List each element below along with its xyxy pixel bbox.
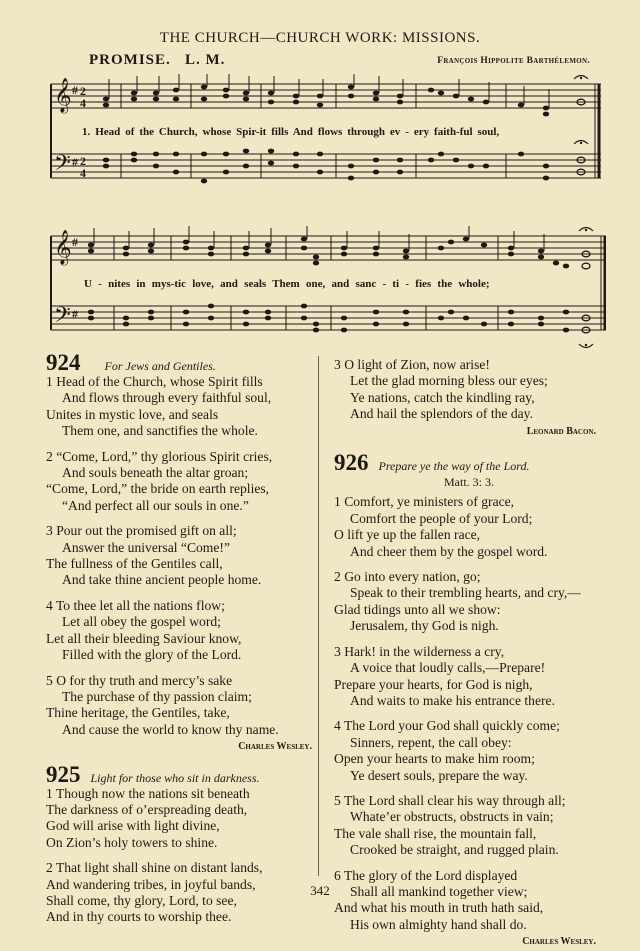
- hymn-author: Charles Wesley.: [238, 741, 312, 753]
- hymn-title: Prepare ye the way of the Lord.: [378, 459, 530, 474]
- column-divider: [318, 356, 319, 876]
- music-system-1: [46, 74, 606, 202]
- verse-line: 2 Go into every nation, go;: [334, 569, 481, 585]
- verse-line: 4 To thee let all the nations flow;: [46, 597, 225, 613]
- verse-line: Prepare your hearts, for God is nigh,: [334, 676, 533, 692]
- verse-line: Filled with the glory of the Lord.: [62, 647, 242, 663]
- verse-line: And take thine ancient people home.: [62, 572, 262, 588]
- verse-line: Unites in mystic love, and seals: [46, 406, 219, 422]
- verse-line: 5 The Lord shall clear his way through all;: [334, 792, 566, 808]
- stanza: [46, 673, 312, 739]
- verse-line: The darkness of o’erspreading death,: [46, 801, 248, 817]
- verse-line: And cause the world to know thy name.: [62, 721, 279, 737]
- verse-line: Let all their bleeding Saviour know,: [46, 630, 242, 646]
- scripture-reference: Matt. 3: 3.: [444, 475, 494, 490]
- verse-line: Crooked be straight, and rugged plain.: [350, 842, 559, 858]
- page-header: THE CHURCH—CHURCH WORK: MISSIONS.: [159, 30, 481, 46]
- stanza: [46, 374, 312, 440]
- stanza: [46, 449, 312, 515]
- verse-line: O lift ye up the fallen race,: [334, 527, 481, 543]
- verse-line: Glad tidings unto all we show:: [334, 601, 501, 617]
- svg-text:#: #: [72, 307, 78, 321]
- hymn-number: 926: [334, 450, 369, 476]
- svg-text:𝄞: 𝄞: [54, 230, 72, 265]
- svg-text:#: #: [72, 155, 78, 169]
- verse-line: 1 Head of the Church, whose Spirit fills: [46, 374, 263, 389]
- verse-line: Thine heritage, the Gentiles, take,: [46, 705, 230, 721]
- verse-line: 6 The glory of the Lord displayed: [334, 867, 518, 883]
- verse-line: Shall all mankind together view;: [350, 883, 528, 899]
- verse-line: 3 O light of Zion, now arise!: [334, 357, 490, 372]
- verse-line: Jerusalem, thy God is nigh.: [350, 618, 499, 634]
- hymn-author: Charles Wesley.: [522, 936, 596, 948]
- svg-text:2: 2: [80, 154, 86, 168]
- verse-line: Open your hearts to make him room;: [334, 751, 535, 767]
- verse-line: And what his mouth in truth hath said,: [334, 900, 544, 916]
- svg-text:𝄢: 𝄢: [54, 151, 71, 181]
- svg-text:4: 4: [80, 96, 86, 110]
- composer-credit: François Hippolite Barthélemon.: [437, 56, 590, 66]
- hymn-title: Light for those who sit in darkness.: [90, 770, 260, 785]
- verse-line: And hail the splendors of the day.: [350, 406, 533, 422]
- verse-line: 5 O for thy truth and mercy’s sake: [46, 672, 233, 688]
- hymn-925-stanzas: [46, 786, 312, 926]
- right-column: [334, 357, 596, 951]
- lyrics-system-2: U - nites in mys-tic love, and seals Them one, and sanc - ti - fies the whole;: [84, 278, 490, 290]
- verse-line: 2 “Come, Lord,” thy glorious Spirit cries,: [46, 448, 273, 464]
- hymn-author: Leonard Bacon.: [526, 425, 596, 437]
- verse-line: Let the glad morning bless our eyes;: [350, 373, 548, 389]
- stanza: [334, 569, 596, 635]
- svg-text:𝄞: 𝄞: [54, 78, 72, 113]
- verse-line: 2 That light shall shine on distant lands,: [46, 860, 263, 876]
- lyrics-system-1: 1. Head of the Church, whose Spir-it fills And flows through ev - ery faith-ful soul,: [82, 126, 500, 138]
- page-number: 342: [310, 883, 330, 898]
- tune-name: PROMISE. L. M.: [89, 52, 226, 68]
- verse-line: And cheer them by the gospel word.: [350, 543, 548, 559]
- stanza: [334, 868, 596, 934]
- verse-line: Speak to their trembling hearts, and cry,—: [350, 585, 581, 601]
- hymn-924-heading: [46, 350, 312, 376]
- verse-line: Ye nations, catch the kindling ray,: [350, 389, 535, 405]
- stanza: [46, 786, 312, 852]
- verse-line: Comfort the people of your Lord;: [350, 510, 533, 526]
- hymn-number: 924: [46, 350, 81, 375]
- svg-text:4: 4: [80, 166, 86, 180]
- stanza: [334, 793, 596, 859]
- verse-line: His own almighty hand shall do.: [350, 916, 527, 932]
- verse-line: And waits to make his entrance there.: [350, 692, 555, 708]
- svg-text:2: 2: [80, 84, 86, 98]
- verse-line: The purchase of thy passion claim;: [62, 688, 252, 704]
- verse-line: 4 The Lord your God shall quickly come;: [334, 718, 560, 734]
- hymn-926-heading: [334, 450, 596, 476]
- verse-line: And wandering tribes, in joyful bands,: [46, 876, 256, 892]
- verse-line: 3 Hark! in the wilderness a cry,: [334, 643, 505, 659]
- verse-line: Let all obey the gospel word;: [62, 614, 221, 630]
- verse-line: “And perfect all our souls in one.”: [62, 497, 249, 513]
- hymn-924-stanzas: [46, 374, 312, 756]
- verse-line: 1 Comfort, ye ministers of grace,: [334, 494, 515, 510]
- verse-line: On Zion’s holy towers to shine.: [46, 834, 218, 850]
- verse-line: Them one, and sanctifies the whole.: [62, 423, 258, 439]
- svg-text:#: #: [72, 235, 78, 249]
- stanza: [334, 718, 596, 784]
- verse-line: God will arise with light divine,: [46, 818, 220, 834]
- verse-line: 3 Pour out the promised gift on all;: [46, 523, 237, 539]
- hymn-925-heading: [46, 762, 312, 788]
- svg-text:#: #: [72, 83, 78, 97]
- hymn-number: 925: [46, 761, 81, 787]
- verse-line: And in thy courts to worship thee.: [46, 909, 232, 925]
- stanza: [46, 523, 312, 589]
- music-system-2: [46, 226, 606, 354]
- stanza: [46, 598, 312, 664]
- verse-line: And souls beneath the altar groan;: [62, 465, 249, 481]
- verse-line: The fullness of the Gentiles call,: [46, 556, 223, 572]
- verse-line: Whate’er obstructs, obstructs in vain;: [350, 809, 554, 825]
- left-column: [46, 350, 312, 926]
- hymn-title: For Jews and Gentiles.: [104, 359, 216, 373]
- stanza: [334, 357, 596, 423]
- verse-line: 1 Though now the nations sit beneath: [46, 785, 250, 801]
- stanza: [334, 494, 596, 560]
- verse-line: Answer the universal “Come!”: [62, 539, 230, 555]
- svg-text:𝄢: 𝄢: [54, 303, 71, 333]
- verse-line: A voice that loudly calls,—Prepare!: [350, 660, 546, 676]
- verse-line: And flows through every faithful soul,: [62, 390, 272, 406]
- verse-line: Shall come, thy glory, Lord, to see,: [46, 892, 237, 908]
- verse-line: Sinners, repent, the call obey:: [350, 734, 512, 750]
- verse-line: Ye desert souls, prepare the way.: [350, 767, 528, 783]
- verse-line: The vale shall rise, the mountain fall,: [334, 825, 537, 841]
- stanza: [334, 644, 596, 710]
- verse-line: “Come, Lord,” the bride on earth replies,: [46, 481, 270, 497]
